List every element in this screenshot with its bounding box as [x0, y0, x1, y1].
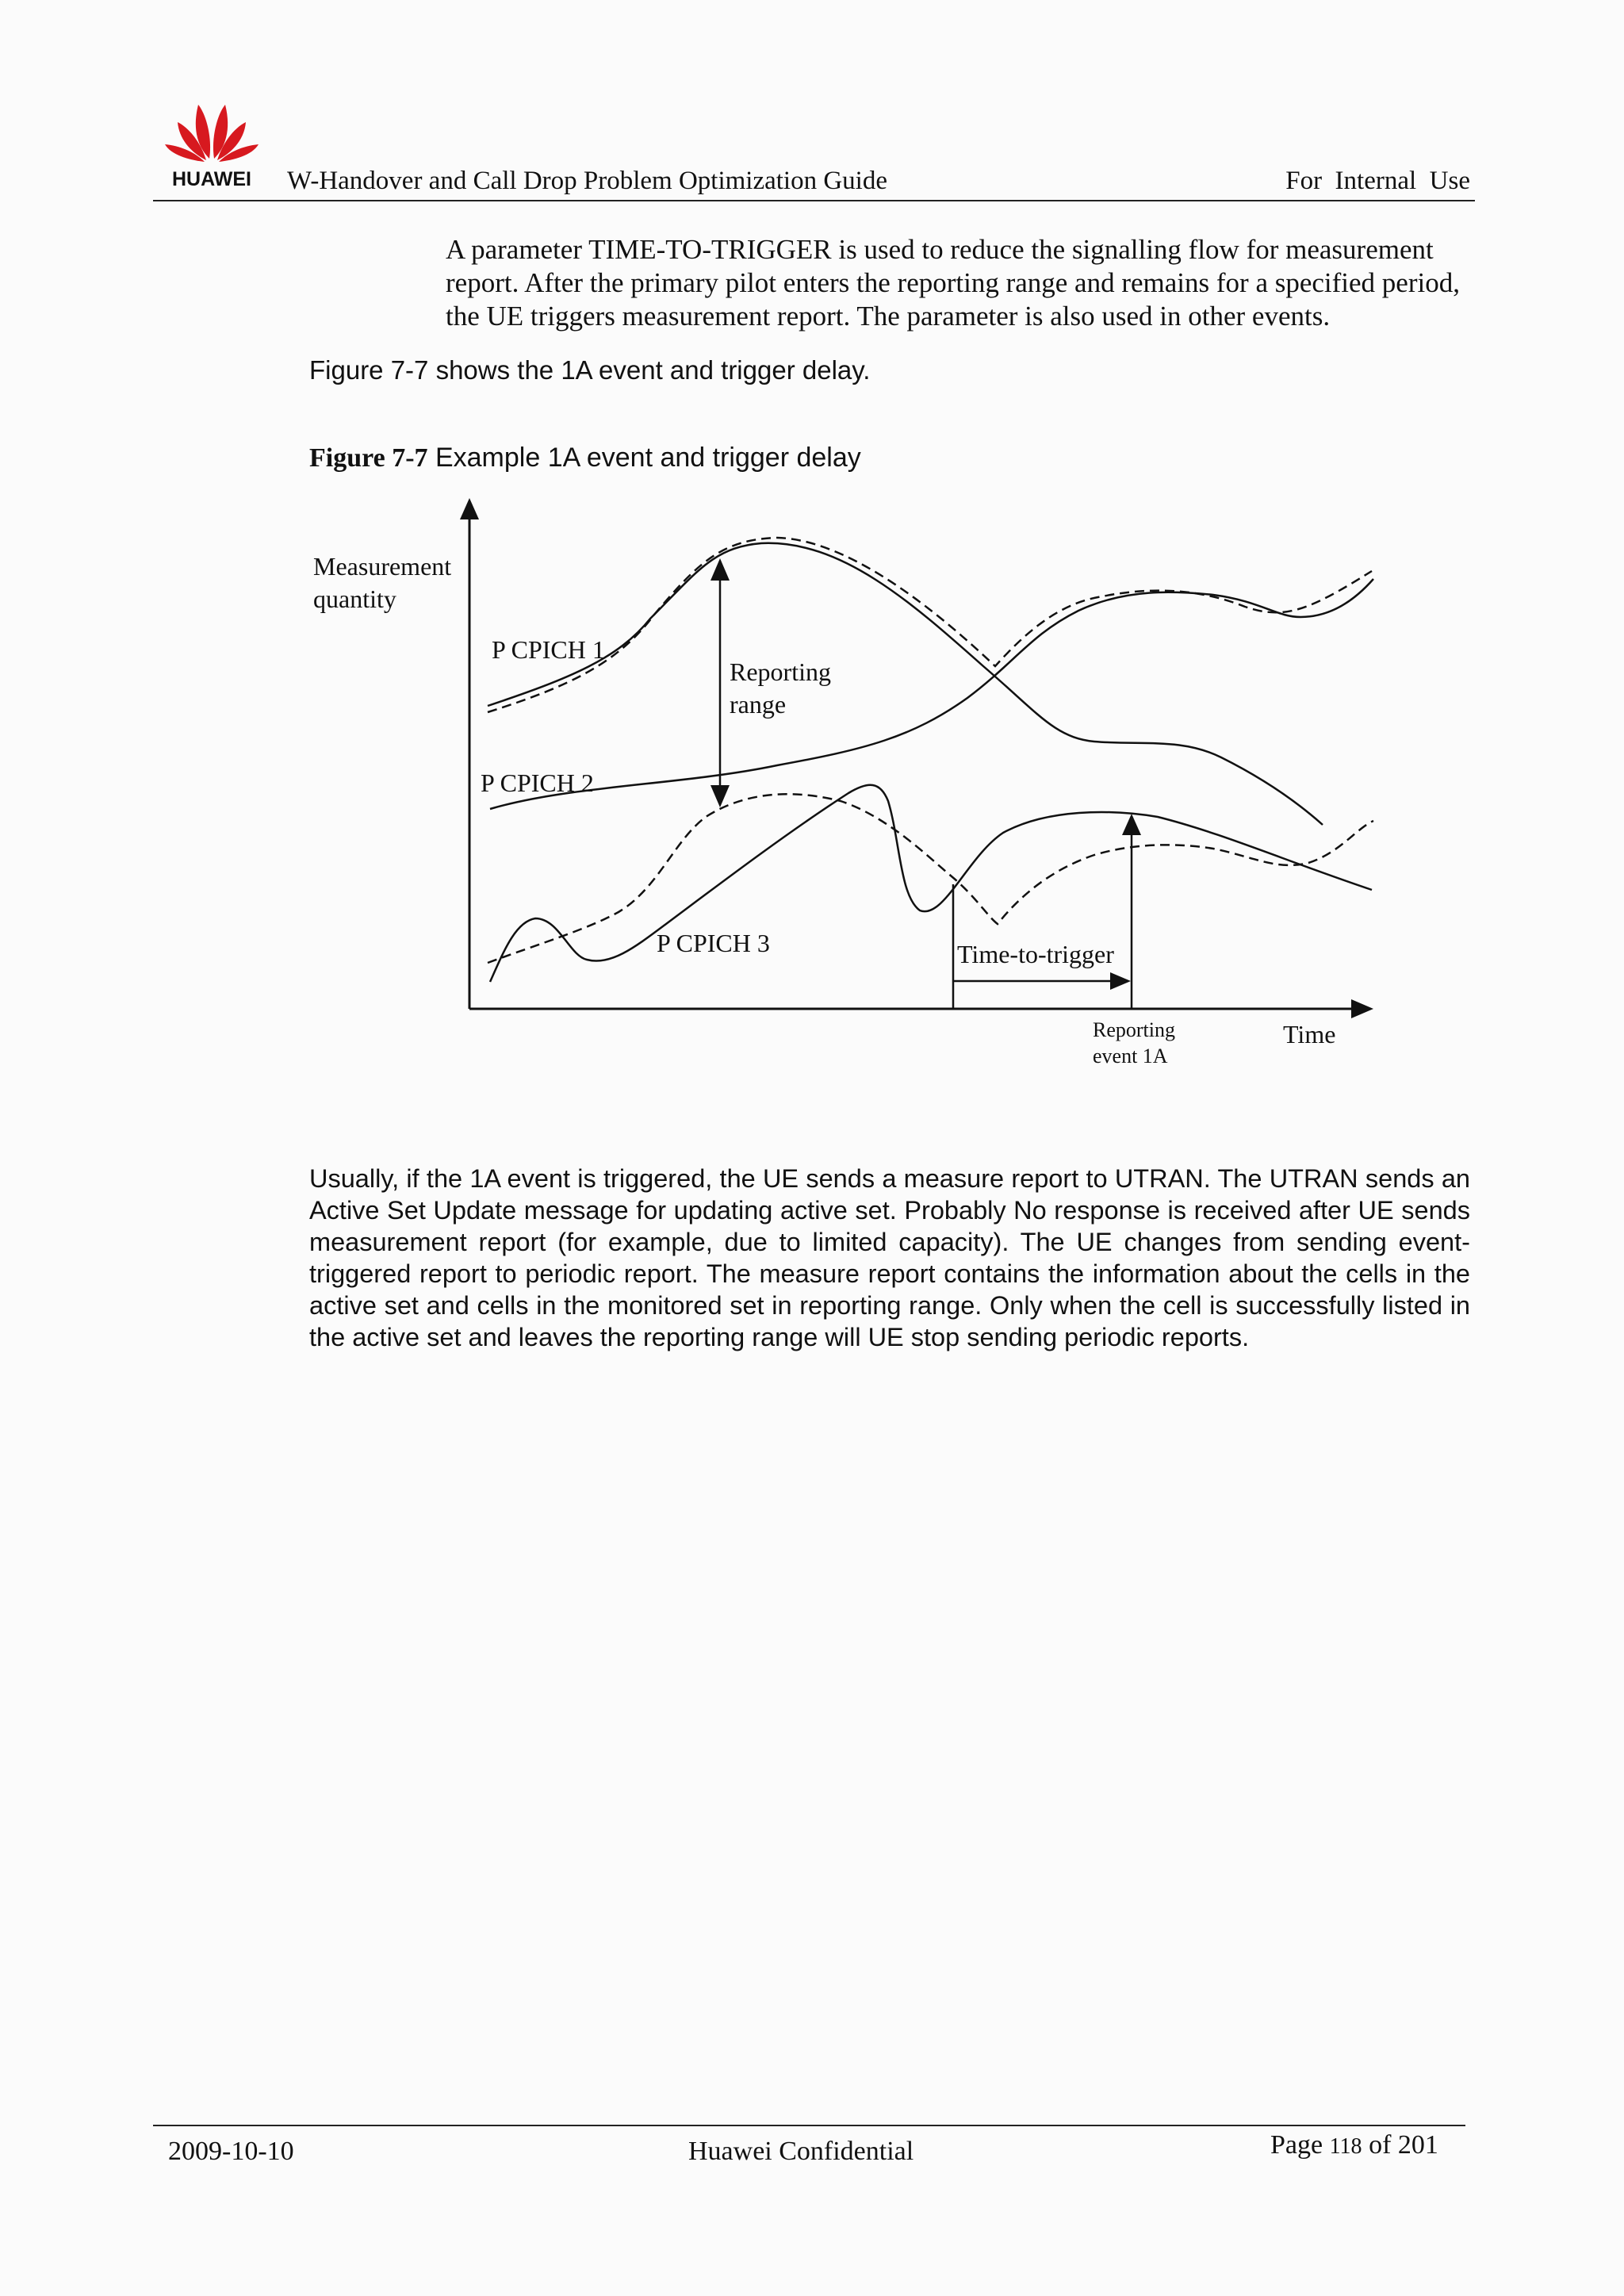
reporting-range-label-line1: Reporting — [730, 657, 831, 686]
y-axis-label-line2: quantity — [313, 585, 396, 613]
footer-confidential: Huawei Confidential — [688, 2137, 914, 2166]
figure-caption-number: Figure 7-7 — [309, 443, 428, 473]
ttt-duration-arrow — [1110, 972, 1131, 990]
cpich1-dashed-curve — [488, 538, 1372, 712]
logo-text: HUAWEI — [172, 168, 251, 190]
cpich3-dashed-curve — [488, 794, 1373, 963]
cpich3-label: P CPICH 3 — [657, 929, 770, 957]
intro-paragraph: A parameter TIME-TO-TRIGGER is used to reduce the signalling flow for measurement report. After the primary pilot enters the reporting range and remains for a specified period, the UE triggers measurement report. The parameter is also used in other events. — [446, 234, 1460, 332]
x-axis-arrow — [1351, 999, 1373, 1018]
reporting-event-label-line1: Reporting — [1093, 1018, 1175, 1041]
reporting-range-arrow-up — [710, 558, 730, 581]
footer-page-middle: of — [1362, 2130, 1398, 2160]
footer-divider — [153, 2125, 1465, 2126]
figure-reference: Figure 7-7 shows the 1A event and trigger delay. — [309, 355, 871, 385]
time-to-trigger-label: Time-to-trigger — [957, 940, 1114, 968]
footer-page-number — [1270, 2130, 1438, 2160]
footer-page-total: 201 — [1397, 2130, 1438, 2160]
body-paragraph: Usually, if the 1A event is triggered, the UE sends a measure report to UTRAN. The UTRAN sends an Active Set Update message for updating active set. Probably No response is received after UE sends measurement report (for example, due to limited capacity). The UE changes from sending event-triggered report to periodic report. The measure report contains the information about the cells in the active set and cells in the monitored set in reporting range. Only when the cell is successfully listed in the active set and leaves the reporting range will UE stop sending periodic reports. — [309, 1164, 1470, 1351]
cpich1-label: P CPICH 1 — [492, 635, 605, 664]
cpich2-curve — [490, 579, 1373, 809]
header-title: W-Handover and Call Drop Problem Optimization Guide — [287, 167, 888, 195]
x-axis-label: Time — [1283, 1020, 1336, 1048]
cpich2-label: P CPICH 2 — [481, 769, 594, 797]
reporting-event-label-line2: event 1A — [1093, 1045, 1168, 1068]
figure-caption-text: Example 1A event and trigger delay — [427, 443, 861, 473]
y-axis-arrow — [460, 498, 479, 519]
footer-page-current: 118 — [1329, 2134, 1362, 2159]
y-axis-label-line1: Measurement — [313, 552, 452, 581]
footer-page-prefix: Page — [1270, 2130, 1330, 2160]
cpich3-curve — [490, 785, 1372, 982]
footer-date: 2009-10-10 — [168, 2137, 294, 2166]
ttt-event-arrow-up — [1122, 814, 1141, 835]
header-classification: For Internal Use — [1285, 167, 1470, 195]
reporting-range-label-line2: range — [730, 690, 787, 719]
reporting-range-arrow-down — [710, 785, 730, 807]
cpich1-curve — [488, 543, 1323, 825]
